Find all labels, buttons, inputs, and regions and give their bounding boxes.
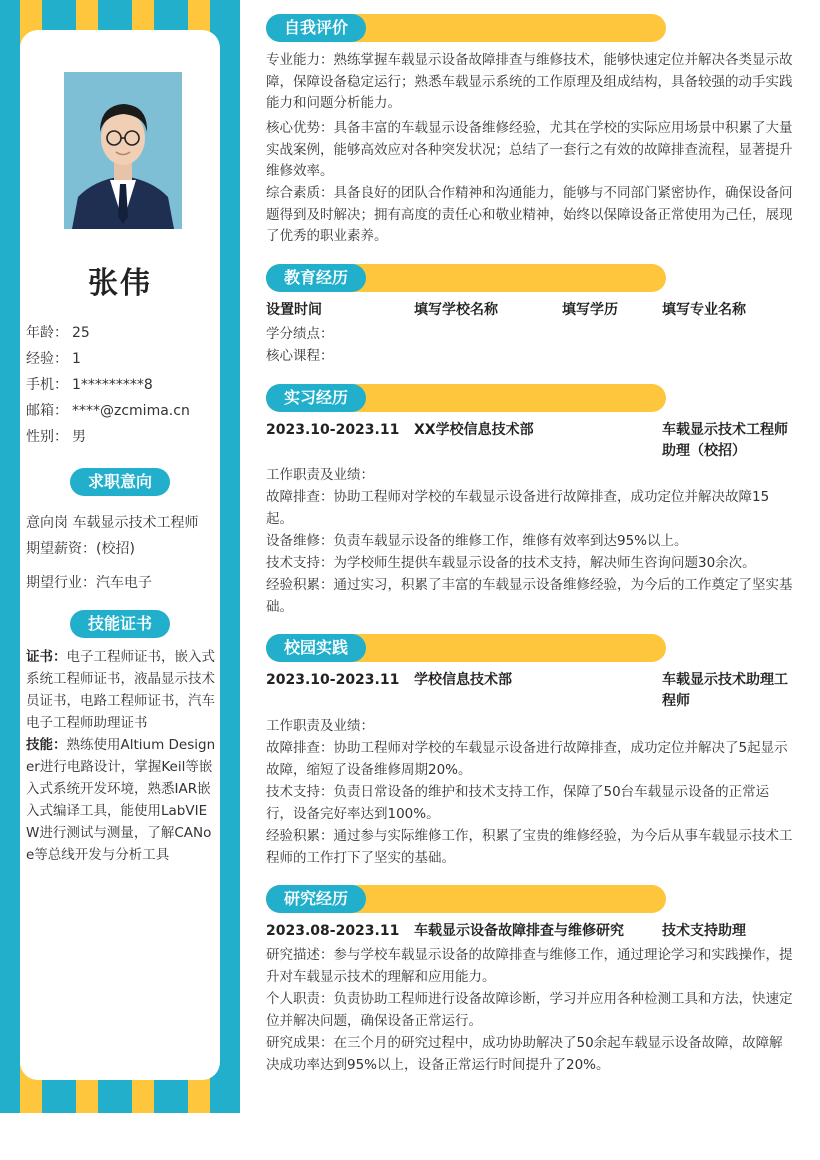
age-value: 25 bbox=[72, 325, 90, 341]
person-portrait-icon bbox=[64, 72, 182, 229]
section-title: 教育经历 bbox=[266, 264, 366, 292]
email-value: ****@zcmima.cn bbox=[72, 403, 190, 419]
campus-l1: 故障排查：协助工程师对学校的车载显示设备进行故障排查，成功定位并解决了5起显示故障，缩短了设备维修周期20%。 bbox=[266, 740, 788, 778]
skills-list: 熟练使用Altium Designer进行电路设计，掌握Keil等嵌入式系统开发环境，熟悉IAR嵌入式编译工具，能使用LabVIEW进行测试与测量，了解CANoe等总线开发与分析工具 bbox=[26, 737, 216, 863]
intern-l1: 故障排查：协助工程师对学校的车载显示设备进行故障排查，成功定位并解决故障15起。 bbox=[266, 489, 770, 527]
research-l2: 个人职责：负责协助工程师进行设备故障诊断，学习并应用各种检测工具和方法，快速定位并解决问题，确保设备正常运行。 bbox=[266, 991, 793, 1029]
intern-org: XX学校信息技术部 bbox=[414, 422, 534, 438]
certificates-label: 证书： bbox=[26, 649, 67, 665]
gender-label: 性别： bbox=[26, 429, 68, 445]
intern-role: 车载显示技术工程师助理（校招） bbox=[662, 422, 788, 459]
research-role: 技术支持助理 bbox=[662, 923, 746, 939]
intent-position: 意向岗 车载显示技术工程师 bbox=[26, 515, 199, 531]
research-org: 车载显示设备故障排查与维修研究 bbox=[414, 923, 624, 939]
email-label: 邮箱： bbox=[26, 403, 68, 419]
edu-major: 填写专业名称 bbox=[662, 302, 746, 318]
campus-role: 车载显示技术助理工程师 bbox=[662, 672, 788, 709]
intern-l0: 工作职责及业绩： bbox=[266, 467, 374, 483]
profile-photo bbox=[64, 72, 182, 229]
email-row bbox=[26, 400, 190, 420]
campus-org: 学校信息技术部 bbox=[414, 672, 512, 688]
edu-courses: 核心课程： bbox=[266, 348, 334, 364]
gender-row bbox=[26, 426, 86, 446]
research-l3: 研究成果：在三个月的研究过程中，成功协助解决了50余起车载显示设备故障，故障解决成功率达到95%以上，设备正常运行时间提升了20%。 bbox=[266, 1035, 783, 1073]
intent-industry: 期望行业：汽车电子 bbox=[26, 575, 152, 591]
edu-gpa: 学分绩点： bbox=[266, 326, 334, 342]
phone-value: 1*********8 bbox=[72, 377, 153, 393]
section-header-self-eval bbox=[266, 14, 666, 42]
research-l1: 研究描述：参与学校车载显示设备的故障排查与维修工作，通过理论学习和实践操作，提升对车载显示技术的理解和应用能力。 bbox=[266, 947, 793, 985]
self-eval-p2: 核心优势：具备丰富的车载显示设备维修经验，尤其在学校的实际应用场景中积累了大量实战案例，能够高效应对各种突发状况；总结了一套行之有效的故障排查流程，显著提升维修效率。 bbox=[266, 120, 793, 179]
phone-label: 手机： bbox=[26, 377, 68, 393]
self-eval-p3: 综合素质：具备良好的团队合作精神和沟通能力，能够与不同部门紧密协作，确保设备问题得到及时解决；拥有高度的责任心和敬业精神，始终以保障设备正常使用为己任，展现了优秀的职业素养。 bbox=[266, 185, 793, 244]
intent-heading: 求职意向 bbox=[70, 468, 170, 496]
gender-value: 男 bbox=[72, 429, 86, 445]
section-title: 实习经历 bbox=[266, 384, 366, 412]
experience-row bbox=[26, 348, 81, 368]
intern-date: 2023.10-2023.11 bbox=[266, 422, 400, 438]
skills-heading: 技能证书 bbox=[70, 610, 170, 638]
section-header-research bbox=[266, 885, 666, 913]
sidebar-card bbox=[20, 30, 220, 1080]
phone-row bbox=[26, 374, 153, 394]
experience-label: 经验： bbox=[26, 351, 68, 367]
section-header-internship bbox=[266, 384, 666, 412]
age-label: 年龄： bbox=[26, 325, 68, 341]
certificates-text bbox=[26, 646, 216, 734]
campus-l2: 技术支持：负责日常设备的维护和技术支持工作，保障了50台车载显示设备的正常运行，设备完好率达到100%。 bbox=[266, 784, 770, 822]
experience-value: 1 bbox=[72, 351, 81, 367]
intern-l3: 技术支持：为学校师生提供车载显示设备的技术支持，解决师生咨询问题30余次。 bbox=[266, 555, 756, 571]
person-name: 张伟 bbox=[88, 266, 152, 301]
age-row bbox=[26, 322, 90, 342]
campus-l0: 工作职责及业绩： bbox=[266, 718, 374, 734]
campus-l3: 经验积累：通过参与实际维修工作，积累了宝贵的维修经验，为今后从事车载显示技术工程师的工作打下了坚实的基础。 bbox=[266, 828, 793, 866]
intern-l2: 设备维修：负责车载显示设备的维修工作，维修有效率到达95%以上。 bbox=[266, 533, 688, 549]
campus-date: 2023.10-2023.11 bbox=[266, 672, 400, 688]
skills-text bbox=[26, 734, 216, 866]
edu-degree: 填写学历 bbox=[562, 302, 618, 318]
section-header-campus bbox=[266, 634, 666, 662]
self-eval-p1: 专业能力：熟练掌握车载显示设备故障排查与维修技术，能够快速定位并解决各类显示故障，保障设备稳定运行；熟悉车载显示系统的工作原理及组成结构，具备较强的动手实践能力和问题分析能力。 bbox=[266, 52, 793, 111]
sidebar-edge bbox=[220, 0, 240, 1113]
section-title: 校园实践 bbox=[266, 634, 366, 662]
section-title: 研究经历 bbox=[266, 885, 366, 913]
intent-salary: 期望薪资：(校招) bbox=[26, 541, 135, 557]
intern-l4: 经验积累：通过实习，积累了丰富的车载显示设备维修经验，为今后的工作奠定了坚实基础。 bbox=[266, 577, 793, 615]
research-date: 2023.08-2023.11 bbox=[266, 923, 400, 939]
edu-time: 设置时间 bbox=[266, 302, 322, 318]
edu-school: 填写学校名称 bbox=[414, 302, 498, 318]
section-header-education bbox=[266, 264, 666, 292]
skills-label: 技能： bbox=[26, 737, 67, 753]
section-title: 自我评价 bbox=[266, 14, 366, 42]
certificates-list: 电子工程师证书，嵌入式系统工程师证书，液晶显示技术员证书，电路工程师证书，汽车电子工程师助理证书 bbox=[26, 649, 215, 731]
